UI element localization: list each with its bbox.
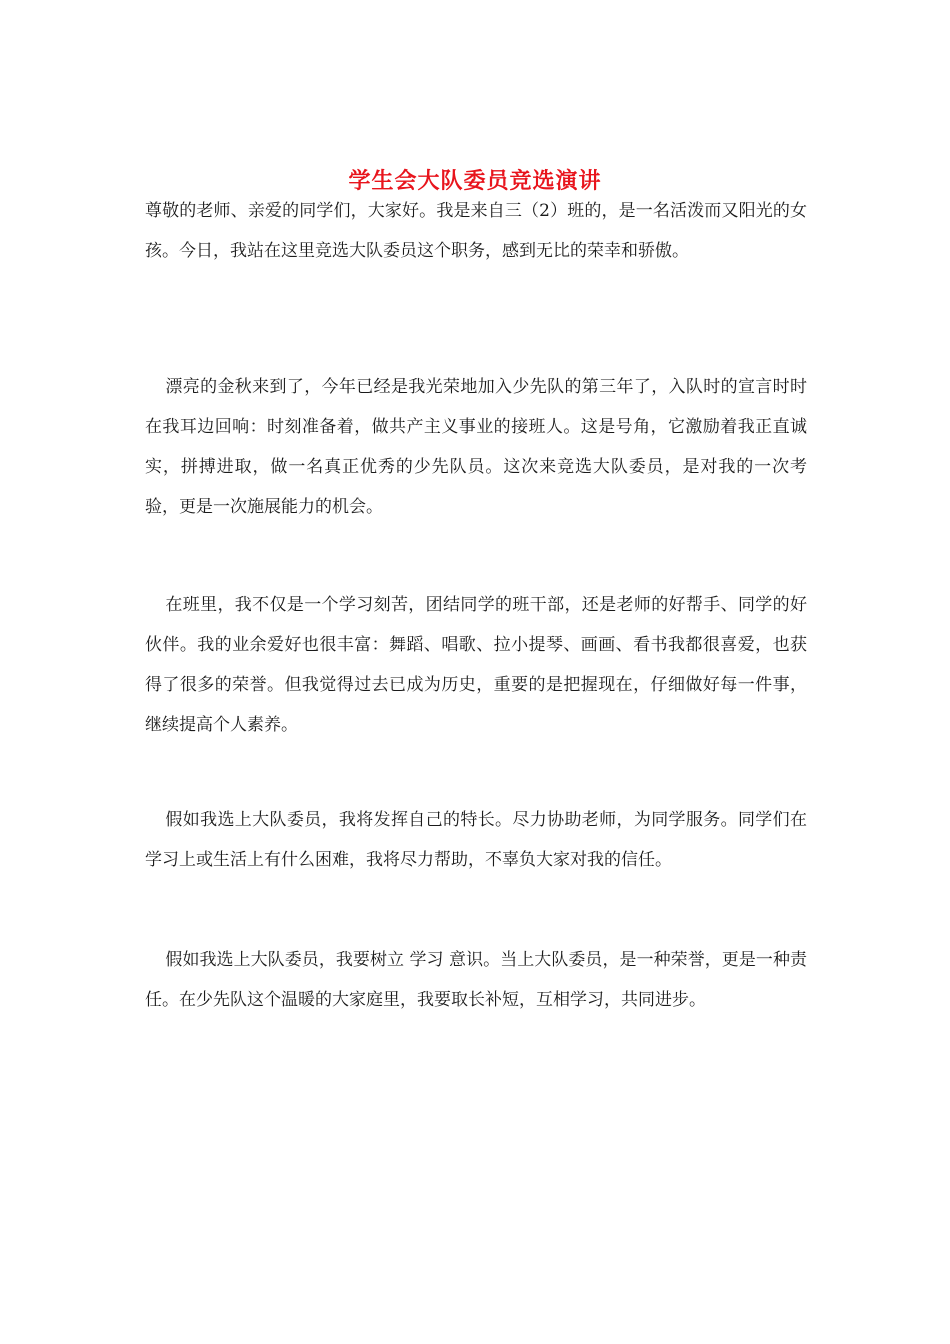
paragraph-class-role: 在班里，我不仅是一个学习刻苦，团结同学的班干部，还是老师的好帮手、同学的好伙伴。我的业余爱好也很丰富：舞蹈、唱歌、拉小提琴、画画、看书我都很喜爱，也获得了很多的荣誉。但我觉得过去已成为历史，重要的是把握现在，仔细做好每一件事，继续提高个人素养。 [145,595,807,735]
paragraph-greeting: 尊敬的老师、亲爱的同学们，大家好。我是来自三（2）班的，是一名活泼而又阳光的女孩。今日，我站在这里竞选大队委员这个职务，感到无比的荣幸和骄傲。 [145,201,807,261]
paragraph-promise-service: 假如我选上大队委员，我将发挥自己的特长。尽力协助老师，为同学服务。同学们在学习上或生活上有什么困难，我将尽力帮助，不辜负大家对我的信任。 [145,810,807,870]
paragraph-promise-learning: 假如我选上大队委员，我要树立 学习 意识。当上大队委员，是一种荣誉，更是一种责任。在少先队这个温暖的大家庭里，我要取长补短，互相学习，共同进步。 [145,950,807,1010]
document-title: 学生会大队委员竞选演讲 [348,167,602,194]
paragraph-golden-autumn: 漂亮的金秋来到了，今年已经是我光荣地加入少先队的第三年了，入队时的宣言时时在我耳边回响：时刻准备着，做共产主义事业的接班人。这是号角，它激励着我正直诚实，拼搏进取，做一名真正优秀的少先队员。这次来竞选大队委员，是对我的一次考验，更是一次施展能力的机会。 [145,377,807,517]
